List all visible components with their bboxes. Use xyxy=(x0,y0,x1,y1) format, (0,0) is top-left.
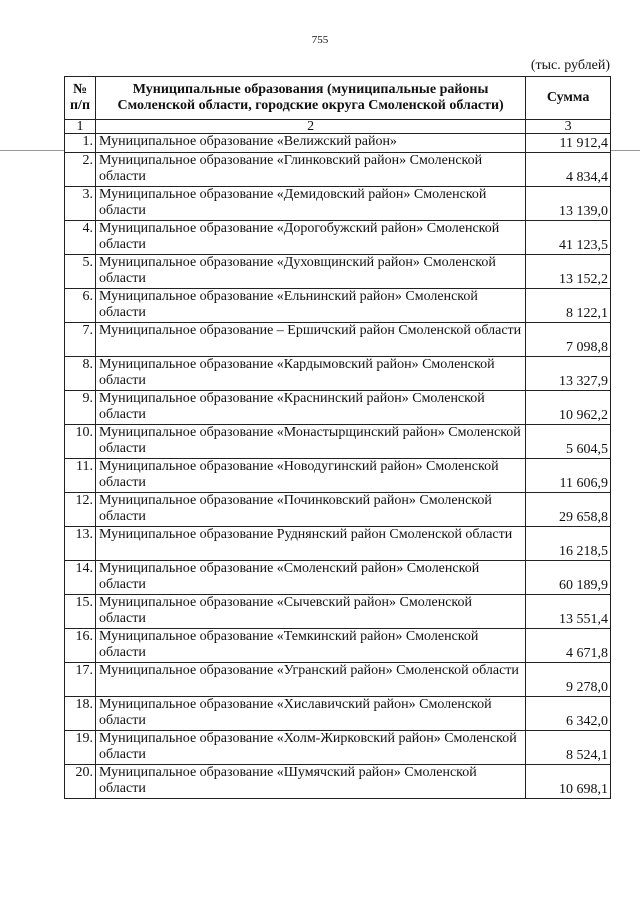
row-municipality-name: Муниципальное образование «Демидовский район» Смоленской области xyxy=(96,187,526,221)
table-row xyxy=(65,153,611,187)
row-number: 15. xyxy=(65,595,96,629)
row-municipality-name: Муниципальное образование «Духовщинский район» Смоленской области xyxy=(96,255,526,289)
row-number: 2. xyxy=(65,153,96,187)
table-row xyxy=(65,697,611,731)
scan-artifact-left xyxy=(0,150,64,151)
row-number: 16. xyxy=(65,629,96,663)
row-municipality-name: Муниципальное образование «Починковский район» Смоленской области xyxy=(96,493,526,527)
row-municipality-name: Муниципальное образование «Дорогобужский район» Смоленской области xyxy=(96,221,526,255)
scan-artifact-right xyxy=(611,150,640,151)
index-cell: 1 xyxy=(65,120,96,134)
row-number: 18. xyxy=(65,697,96,731)
row-municipality-name: Муниципальное образование «Велижский район» xyxy=(96,134,526,153)
table-row xyxy=(65,134,611,153)
table-row xyxy=(65,527,611,561)
row-sum: 7 098,8 xyxy=(526,323,611,357)
table-row xyxy=(65,255,611,289)
table-row xyxy=(65,663,611,697)
header-row xyxy=(65,77,611,120)
row-sum: 6 342,0 xyxy=(526,697,611,731)
row-number: 4. xyxy=(65,221,96,255)
table-row xyxy=(65,731,611,765)
row-sum: 41 123,5 xyxy=(526,221,611,255)
index-cell: 2 xyxy=(96,120,526,134)
row-municipality-name: Муниципальное образование Руднянский район Смоленской области xyxy=(96,527,526,561)
table-row xyxy=(65,459,611,493)
row-municipality-name: Муниципальное образование «Угранский район» Смоленской области xyxy=(96,663,526,697)
row-sum: 4 834,4 xyxy=(526,153,611,187)
row-municipality-name: Муниципальное образование – Ершичский район Смоленской области xyxy=(96,323,526,357)
row-number: 1. xyxy=(65,134,96,153)
row-number: 3. xyxy=(65,187,96,221)
row-sum: 16 218,5 xyxy=(526,527,611,561)
table-row xyxy=(65,629,611,663)
row-municipality-name: Муниципальное образование «Хиславичский район» Смоленской области xyxy=(96,697,526,731)
row-sum: 11 912,4 xyxy=(526,134,611,153)
row-sum: 13 152,2 xyxy=(526,255,611,289)
row-municipality-name: Муниципальное образование «Ельнинский район» Смоленской области xyxy=(96,289,526,323)
header-name: Муниципальные образования (муниципальные районы Смоленской области, городские округа Смоленской области) xyxy=(96,77,526,120)
row-municipality-name: Муниципальное образование «Новодугинский район» Смоленской области xyxy=(96,459,526,493)
row-municipality-name: Муниципальное образование «Краснинский район» Смоленской области xyxy=(96,391,526,425)
row-municipality-name: Муниципальное образование «Кардымовский район» Смоленской области xyxy=(96,357,526,391)
row-municipality-name: Муниципальное образование «Монастырщинский район» Смоленской области xyxy=(96,425,526,459)
row-number: 6. xyxy=(65,289,96,323)
column-index-row xyxy=(65,120,611,134)
row-number: 10. xyxy=(65,425,96,459)
row-sum: 8 122,1 xyxy=(526,289,611,323)
index-cell: 3 xyxy=(526,120,611,134)
header-num: № п/п xyxy=(65,77,96,120)
row-sum: 13 327,9 xyxy=(526,357,611,391)
row-number: 5. xyxy=(65,255,96,289)
row-number: 17. xyxy=(65,663,96,697)
table-row xyxy=(65,221,611,255)
row-number: 8. xyxy=(65,357,96,391)
header-sum: Сумма xyxy=(526,77,611,120)
row-number: 12. xyxy=(65,493,96,527)
table-row xyxy=(65,595,611,629)
municipal-table xyxy=(64,76,611,799)
row-municipality-name: Муниципальное образование «Глинковский район» Смоленской области xyxy=(96,153,526,187)
table-row xyxy=(65,765,611,799)
row-municipality-name: Муниципальное образование «Сычевский район» Смоленской области xyxy=(96,595,526,629)
row-sum: 10 698,1 xyxy=(526,765,611,799)
row-sum: 13 551,4 xyxy=(526,595,611,629)
row-municipality-name: Муниципальное образование «Шумячский район» Смоленской области xyxy=(96,765,526,799)
row-sum: 11 606,9 xyxy=(526,459,611,493)
units-label: (тыс. рублей) xyxy=(530,58,610,73)
table-row xyxy=(65,561,611,595)
table-row xyxy=(65,493,611,527)
row-sum: 29 658,8 xyxy=(526,493,611,527)
row-sum: 8 524,1 xyxy=(526,731,611,765)
row-number: 13. xyxy=(65,527,96,561)
table-row xyxy=(65,323,611,357)
row-sum: 13 139,0 xyxy=(526,187,611,221)
row-sum: 4 671,8 xyxy=(526,629,611,663)
table-body xyxy=(65,134,611,799)
row-municipality-name: Муниципальное образование «Холм-Жирковский район» Смоленской области xyxy=(96,731,526,765)
row-sum: 9 278,0 xyxy=(526,663,611,697)
row-number: 7. xyxy=(65,323,96,357)
row-sum: 5 604,5 xyxy=(526,425,611,459)
table-row xyxy=(65,187,611,221)
row-number: 19. xyxy=(65,731,96,765)
row-sum: 60 189,9 xyxy=(526,561,611,595)
table-row xyxy=(65,289,611,323)
row-number: 20. xyxy=(65,765,96,799)
table-row xyxy=(65,391,611,425)
row-sum: 10 962,2 xyxy=(526,391,611,425)
table-row xyxy=(65,357,611,391)
row-number: 9. xyxy=(65,391,96,425)
row-municipality-name: Муниципальное образование «Темкинский район» Смоленской области xyxy=(96,629,526,663)
row-number: 11. xyxy=(65,459,96,493)
page-number: 755 xyxy=(311,34,329,46)
row-number: 14. xyxy=(65,561,96,595)
row-municipality-name: Муниципальное образование «Смоленский район» Смоленской области xyxy=(96,561,526,595)
table-row xyxy=(65,425,611,459)
